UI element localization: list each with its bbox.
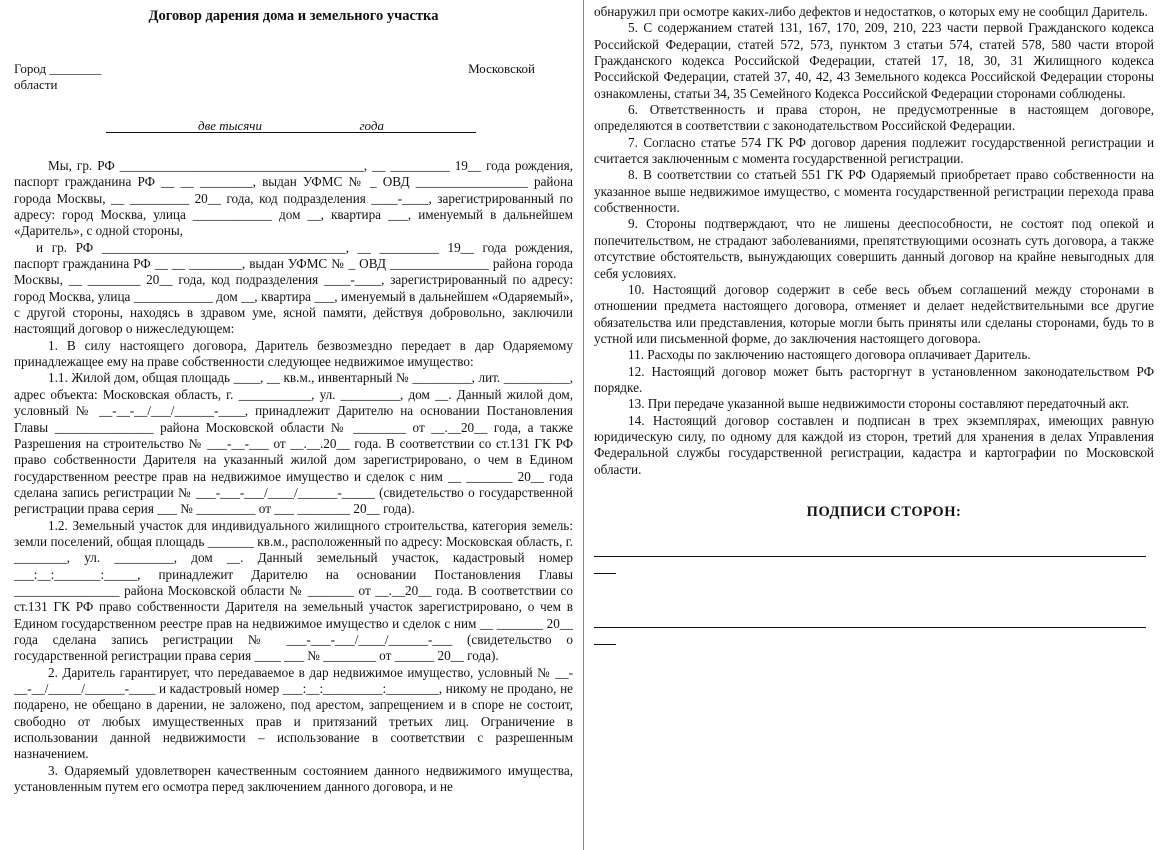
paragraph-8: 8. В соответствии со статьей 551 ГК РФ Одаряемый приобретает право собственности на указанное выше недвижимое имущество, с момента государственной регистрации перехода права собственности.	[594, 167, 1154, 216]
signature-block-1	[594, 556, 1154, 574]
paragraph-11: 11. Расходы по заключению настоящего договора оплачивает Даритель.	[628, 347, 1031, 363]
city-row	[14, 60, 573, 77]
right-body	[594, 4, 1154, 478]
paragraph-7: 7. Согласно статье 574 ГК РФ договор дарения подлежит государственной регистрации и считается заключенным с момента государственной регистрации.	[594, 134, 1154, 167]
paragraph-donee: и гр. РФ _____________________________________, __ _________ 19__ года рождения, паспорт гражданина РФ __ __ ________, выдан УФМС № _ ОВД _______________ района города Москвы, __ ________ 20__ года, код подразделения ____-____, зарегистрированный по адресу: город Москва, улица ____________ дом __, квартира ___, именуемый в дальнейшем «Одаряемый», с другой стороны, находясь в здравом уме, ясной памяти, действуя добровольно, заключили настоящий договор о нижеследующем:	[14, 239, 573, 337]
column-divider	[583, 0, 584, 850]
paragraph-1-1: 1.1. Жилой дом, общая площадь ____, __ кв.м., инвентарный № _________, лит. __________, адрес объекта: Московская область, г. ___________, ул. _________, дом __. Данный жилой дом, условный № __-__-__/___/______-____, принадлежит Дарителю на основании Постановления Главы _______________ района Московской области № ________ от __.__20__ года, а также Разрешения на строительство № ___-__-___ от __.__.20__ года. В соответствии со ст.131 ГК РФ право собственности Дарителя на указанный жилой дом зарегистрировано, о чем в Едином государственном реестре прав на недвижимое имущество и сделок с ним __ _______ 20__ года сделана запись регистрации № ___-___-___/____/______-_____ (свидетельство о государственной регистрации права серия ___ № _________ от ___ ________ 20__ года).	[14, 370, 573, 517]
paragraph-14: 14. Настоящий договор составлен и подписан в трех экземплярах, имеющих равную юридическую силу, по одному для каждой из сторон, третий для хранения в делах Управления Федеральной службы государственной регистрации, кадастра и картографии по Московской области.	[594, 412, 1154, 477]
paragraph-1: 1. В силу настоящего договора, Даритель безвозмездно передает в дар Одаряемому принадлежащее ему на праве собственности следующее недвижимое имущество:	[14, 337, 573, 370]
city-continuation: области	[14, 77, 58, 92]
signature-line-tail	[594, 644, 616, 645]
paragraph-3-cont: обнаружил при осмотре каких-либо дефектов и недостатков, о которых ему не сообщил Даритель.	[594, 4, 1148, 19]
paragraph-12: 12. Настоящий договор может быть расторгнут в установленном законодательством РФ порядке.	[594, 363, 1154, 395]
signature-line	[594, 627, 1146, 628]
paragraph-10: 10. Настоящий договор содержит в себе весь объем соглашений между сторонами в отношении предмета настоящего договора, отменяет и делает недействительными все другие обязательства или представления, которые могли быть приняты или сделаны сторонами, будь то в устной или письменной форме, до заключения настоящего договора.	[594, 281, 1154, 346]
paragraph-2: 2. Даритель гарантирует, что передаваемое в дар недвижимое имущество, условный № __-__-__/_____/______-____ и кадастровый номер ___:__:_________:________, никому не продано, не подарено, не обещано в дарении, не заложено, под арестом, запрещением и в споре не состоит, свободно от любых имущественных прав и притязаний третьих лиц. Ограничение в использовании данной недвижимости – использование в соответствии с разрешенным назначением.	[14, 664, 573, 762]
paragraph-6: 6. Ответственность и права сторон, не предусмотренные в настоящем договоре, определяются в соответствии с законодательством Российской Федерации.	[594, 102, 1154, 134]
signature-line-tail	[594, 573, 616, 574]
signature-block-2	[594, 627, 1154, 645]
paragraph-donor: Мы, гр. РФ _____________________________________, __ _________ 19__ года рождения, паспорт гражданина РФ __ __ ________, выдан УФМС № _ ОВД _________________ района города Москвы, __ _________ 20__ года, код подразделения ____-____, зарегистрированный по адресу: город Москва, улица ____________ дом __, квартира ___, именуемый в дальнейшем «Даритель», с одной стороны,	[14, 158, 573, 239]
paragraph-1-2: 1.2. Земельный участок для индивидуального жилищного строительства, категория земель: земли поселений, общая площадь _______ кв.м., расположенный по адресу: Московская область, г. ________, ул. _________, дом __. Данный земельный участок, кадастровый номер ___:__:_______:_____, принадлежит Дарителю на основании Постановления Главы ________________ района Московской области № _______ от __.__20__ года. В соответствии со ст.131 ГК РФ право собственности Дарителя на земельный участок зарегистрировано, о чем в Едином государственном реестре прав на недвижимое имущество и сделок с ним __ _______ 20__ года сделана запись регистрации № ___-___-___/____/______-___ (свидетельство о государственной регистрации права серия ____ ___ № ________ от ______ 20__ года).	[14, 517, 573, 664]
city-field: Город ________	[14, 61, 102, 76]
signatures-title: ПОДПИСИ СТОРОН:	[806, 503, 962, 520]
left-column	[14, 0, 573, 795]
paragraph-3: 3. Одаряемый удовлетворен качественным состоянием данного недвижимого имущества, установленным путем его осмотра перед заключением данного договора, и не	[14, 762, 573, 795]
region-field: Московской	[468, 61, 535, 76]
left-body	[14, 158, 573, 795]
document-title: Договор дарения дома и земельного участка	[148, 8, 439, 24]
paragraph-5: 5. С содержанием статей 131, 167, 170, 209, 210, 223 части первой Гражданского кодекса Российской Федерации, статей 572, 573, пунктом 3 статьи 574, статей 578, 580 части второй Гражданского кодекса Российской Федерации, статей 17, 18, 30, 31 Жилищного кодекса Российской Федерации, статей 37, 40, 42, 43 Земельного кодекса Российской Федерации стороны ознакомлены, статьи 34, 35 Семейного Кодекса Российской Федерации сторонами соблюдены.	[594, 20, 1154, 101]
signature-line	[594, 556, 1146, 557]
paragraph-13: 13. При передаче указанной выше недвижимости стороны составляют передаточный акт.	[628, 396, 1130, 412]
paragraph-9: 9. Стороны подтверждают, что не лишены дееспособности, не состоят под опекой и попечительством, не страдают заболеваниями, препятствующими осознать суть договора, а также отсутствие обстоятельств, вынуждающих совершить данный договор на крайне невыгодных для себя условиях.	[594, 216, 1154, 281]
right-column	[594, 0, 1154, 645]
date-line: две тысячи года	[106, 119, 476, 133]
